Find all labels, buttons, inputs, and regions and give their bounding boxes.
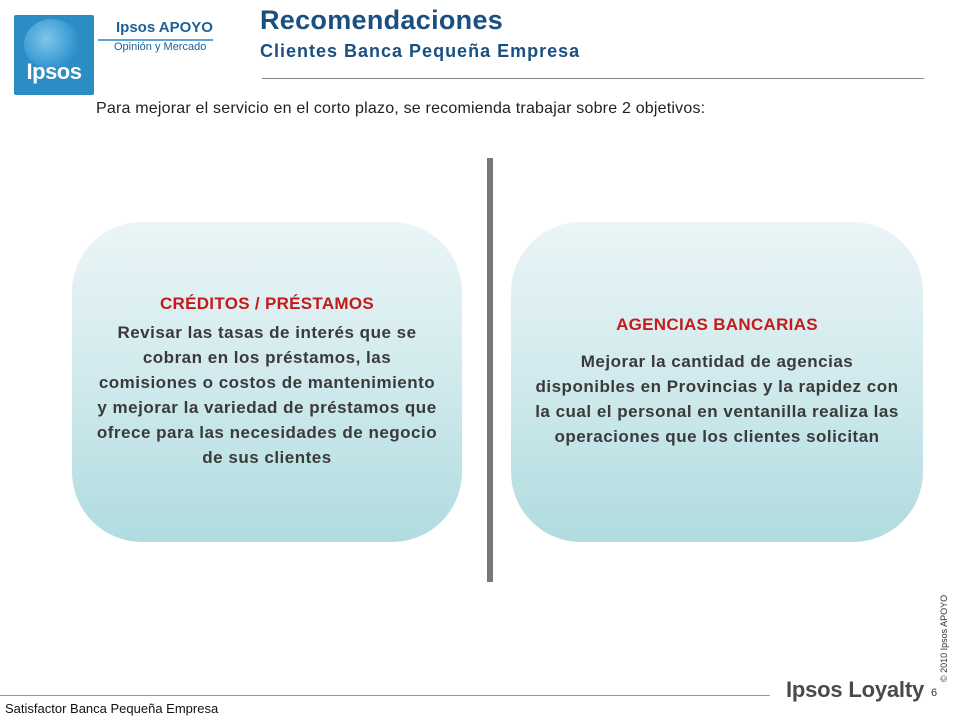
title-divider [262, 78, 924, 79]
card-heading: CRÉDITOS / PRÉSTAMOS [159, 294, 375, 313]
card-body: Mejorar la cantidad de agencias disponibles en Provincias y la rapidez con la cual el personal en ventanilla realiza las operaciones que los clientes solicitan [535, 352, 899, 446]
center-divider [487, 158, 493, 582]
page-number: 6 [931, 687, 938, 699]
card-body: Revisar las tasas de interés que se cobran en los préstamos, las comisiones o costos de mantenimiento y mejorar la variedad de préstamos que ofrece para las necesidades de negocio de sus clientes [96, 323, 438, 467]
card-heading: AGENCIAS BANCARIAS [616, 315, 818, 334]
logo-brand-name: Ipsos APOYO [116, 19, 213, 36]
recommendation-card-credits [72, 222, 462, 542]
footer-divider [0, 695, 770, 696]
page-title: Recomendaciones [260, 5, 504, 35]
page-subtitle: Clientes Banca Pequeña Empresa [260, 41, 581, 61]
footer-document-name: Satisfactor Banca Pequeña Empresa [5, 701, 219, 716]
logo-tagline: Opinión y Mercado [114, 41, 207, 53]
ipsos-loyalty-logo: Ipsos Loyalty [786, 677, 924, 702]
ipsos-logo [14, 15, 94, 95]
intro-text: Para mejorar el servicio en el corto plazo, se recomienda trabajar sobre 2 objetivos: [96, 100, 706, 117]
logo-word: Ipsos [26, 59, 82, 84]
recommendation-card-agencies [511, 222, 923, 542]
copyright-notice: © 2010 Ipsos APOYO [939, 594, 949, 682]
